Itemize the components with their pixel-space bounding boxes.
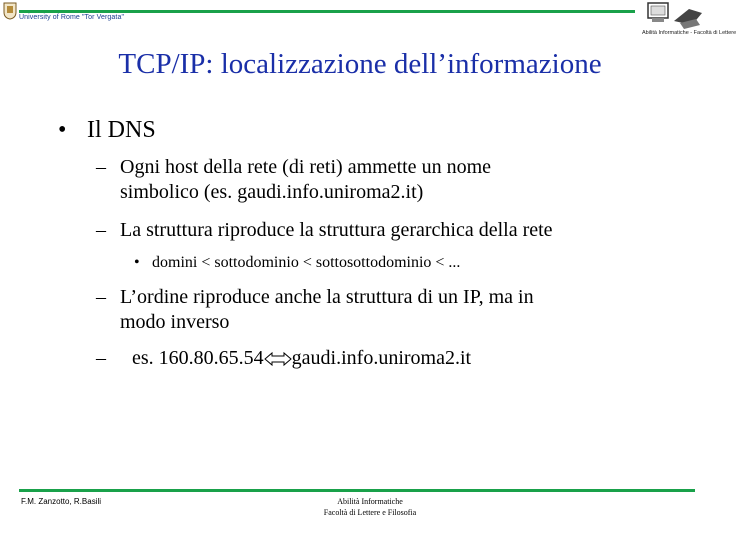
item-order-line2: modo inverso xyxy=(120,311,230,333)
university-shield-icon xyxy=(3,2,17,20)
footer-course-line1: Abilità Informatiche xyxy=(337,497,403,506)
header-rule xyxy=(19,10,635,13)
item-example-text xyxy=(132,346,471,370)
footer-course xyxy=(300,496,440,518)
bullet-symbol: • xyxy=(58,117,67,143)
dash-symbol: – xyxy=(96,286,106,308)
sub-bullet-symbol: • xyxy=(134,254,140,271)
slide-title: TCP/IP: localizzazione dell’informazione xyxy=(118,48,602,80)
example-ip: es. 160.80.65.54 xyxy=(132,347,264,369)
right-logo-caption: Abilità Informatiche - Facoltà di Lettere xyxy=(642,30,736,36)
footer-authors: F.M. Zanzotto, R.Basili xyxy=(21,497,102,506)
item-structure-line1: La struttura riproduce la struttura gerarchica della rete xyxy=(120,219,553,241)
dash-symbol: – xyxy=(96,219,106,241)
dash-symbol: – xyxy=(96,156,106,178)
footer-rule xyxy=(19,489,695,492)
item-order-line1: L’ordine riproduce anche la struttura di un IP, ma in xyxy=(120,286,534,308)
item-hostname-line1: Ogni host della rete (di reti) ammette un nome xyxy=(120,156,491,178)
dash-symbol: – xyxy=(96,347,106,369)
bullet-dns-text: Il DNS xyxy=(87,117,156,143)
example-hostname: gaudi.info.uniroma2.it xyxy=(291,347,472,369)
sub-item-domains-text: domini < sottodominio < sottosottodominio < ... xyxy=(152,254,461,271)
university-name: University of Rome "Tor Vergata" xyxy=(19,14,125,21)
double-arrow-icon xyxy=(264,352,292,366)
item-hostname-line2: simbolico (es. gaudi.info.uniroma2.it) xyxy=(120,181,424,203)
footer-course-line2: Facoltà di Lettere e Filosofia xyxy=(323,508,417,517)
